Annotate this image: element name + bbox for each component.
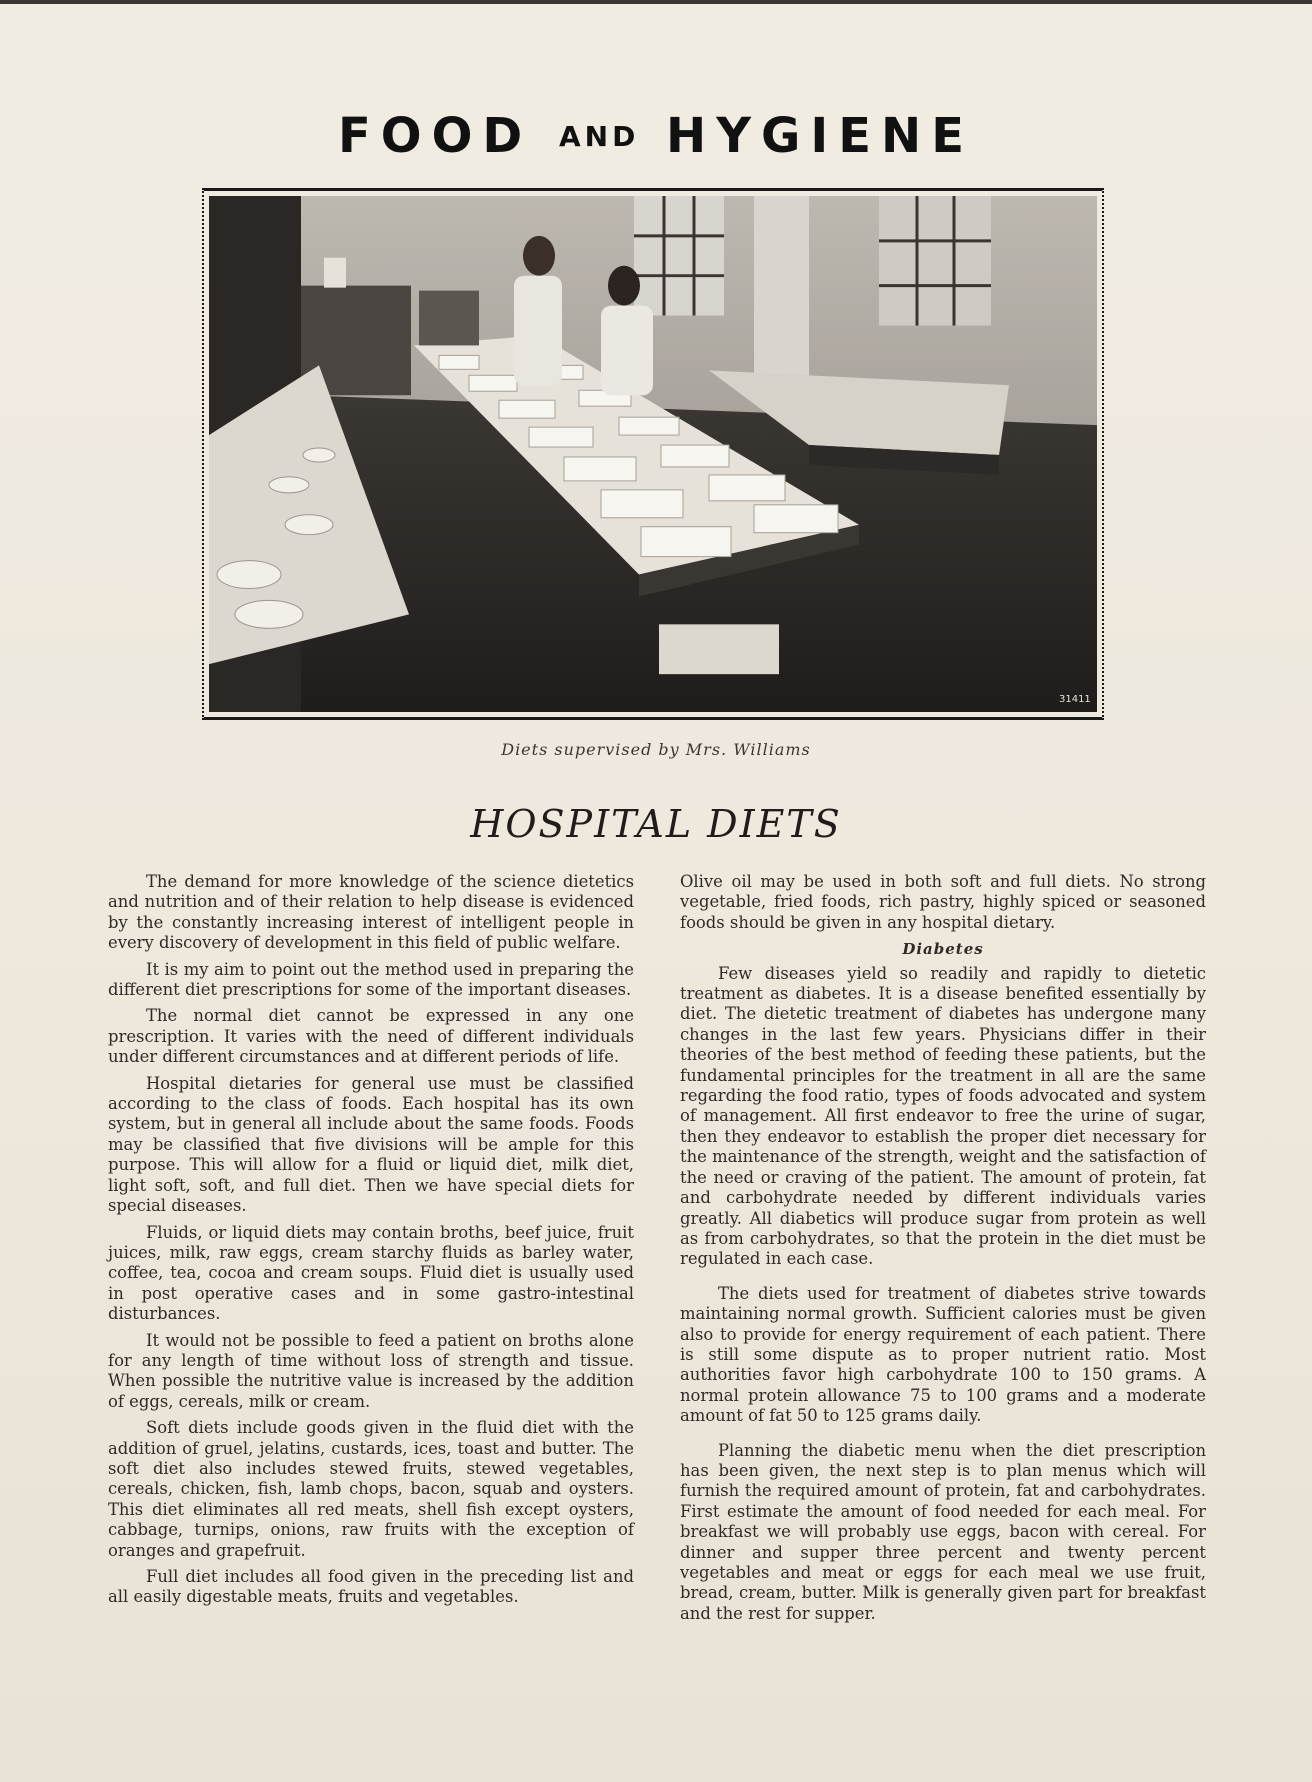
photo-frame xyxy=(202,188,1104,720)
paragraph-intro: Olive oil may be used in both soft and full diets. No strong vegetable, fried foods, rich pastry, highly spiced or seasoned foods should be given in any hospital dietary. xyxy=(680,872,1206,932)
masthead-title xyxy=(0,108,1312,168)
paragraph-gap xyxy=(680,1276,1206,1284)
paragraph: Planning the diabetic menu when the diet prescription has been given, the next step is to plan menus which will furnish the required amount of protein, fat and carbohydrates. First estimate the amount of food needed for each meal. For breakfast we will probably use eggs, bacon with cereal. For dinner and supper three percent and twenty percent vegetables and meat or eggs for each meal we use fruit, bread, cream, butter. Milk is generally given part for breakfast and the rest for supper. xyxy=(680,1440,1206,1623)
paragraph: Fluids, or liquid diets may contain broths, beef juice, fruit juices, milk, raw eggs, cream starchy fluids as barley water, coffee, tea, cocoa and cream soups. Fluid diet is usually used in post operative cases and in some gastro-intestinal disturbances. xyxy=(108,1222,634,1324)
paragraph: It is my aim to point out the method used in preparing the different diet prescriptions for some of the important diseases. xyxy=(108,959,634,1000)
paragraph: The demand for more knowledge of the science dietetics and nutrition and of their relation to help disease is evidenced by the constantly increasing interest of intelligent people in every discovery of development in this field of public welfare. xyxy=(108,872,634,953)
paragraph: It would not be possible to feed a patient on broths alone for any length of time without loss of strength and tissue. When possible the nutritive value is increased by the addition of eggs, cereals, milk or cream. xyxy=(108,1330,634,1411)
paragraph: Few diseases yield so readily and rapidly to dietetic treatment as diabetes. It is a disease benefited essentially by diet. The dietetic treatment of diabetes has undergone many changes in the last few years. Physicians differ in their theories of the best method of feeding these patients, but the fundamental principles for the treatment in all are the same regarding the food ratio, types of foods advocated and system of management. All first endeavor to free the urine of sugar, then they endeavor to establish the proper diet necessary for the maintenance of the strength, weight and the satisfaction of the need or craving of the patient. The amount of protein, fat and carbohydrate needed by different individuals varies greatly. All diabetics will produce sugar from protein as well as from carbohydrates, so that the protein in the diet must be regulated in each case. xyxy=(680,963,1206,1269)
kitchen-photo xyxy=(209,196,1097,712)
masthead-word-and: AND xyxy=(558,120,640,153)
left-column xyxy=(108,872,634,1614)
paragraph: The diets used for treatment of diabetes strive towards maintaining normal growth. Sufficient calories must be given also to provide for energy requirement of each patient. There is still some dispute as to proper nutrient ratio. Most authorities favor high carbohydrate 100 to 150 grams. A normal protein allowance 75 to 100 grams and a moderate amount of fat 50 to 125 grams daily. xyxy=(680,1283,1206,1426)
masthead-word-hygiene: HYGIENE xyxy=(666,108,974,164)
page-top-edge xyxy=(0,0,1312,4)
paragraph: Full diet includes all food given in the preceding list and all easily digestable meats, fruits and vegetables. xyxy=(108,1567,634,1607)
paragraph-gap xyxy=(680,1433,1206,1441)
photo-caption: Diets supervised by Mrs. Williams xyxy=(501,740,811,759)
paragraph: Soft diets include goods given in the fluid diet with the addition of gruel, jelatins, custards, ices, toast and butter. The soft diet also includes stewed fruits, stewed vegetables, cereals, chicken, fish, lamb chops, bacon, squab and oysters. This diet eliminates all red meats, shell fish except oysters, cabbage, turnips, onions, raw fruits with the exception of oranges and grapefruit. xyxy=(108,1418,634,1560)
article-headline: HOSPITAL DIETS xyxy=(470,802,842,846)
kitchen-photo-illustration xyxy=(209,196,1097,712)
paragraph: The normal diet cannot be expressed in any one prescription. It varies with the need of different individuals under different circumstances and at different periods of life. xyxy=(108,1006,634,1067)
right-column xyxy=(680,872,1206,1630)
paragraph: Hospital dietaries for general use must be classified according to the class of foods. Each hospital has its own system, but in general all include about the same foods. Foods may be classified that five divisions will be ample for this purpose. This will allow for a fluid or liquid diet, milk diet, light soft, soft, and full diet. Then we have special diets for special diseases. xyxy=(108,1073,634,1216)
section-subhead-diabetes: Diabetes xyxy=(902,940,984,959)
photo-stamp: 31411 xyxy=(1059,694,1091,706)
masthead-word-food: FOOD xyxy=(338,108,533,164)
